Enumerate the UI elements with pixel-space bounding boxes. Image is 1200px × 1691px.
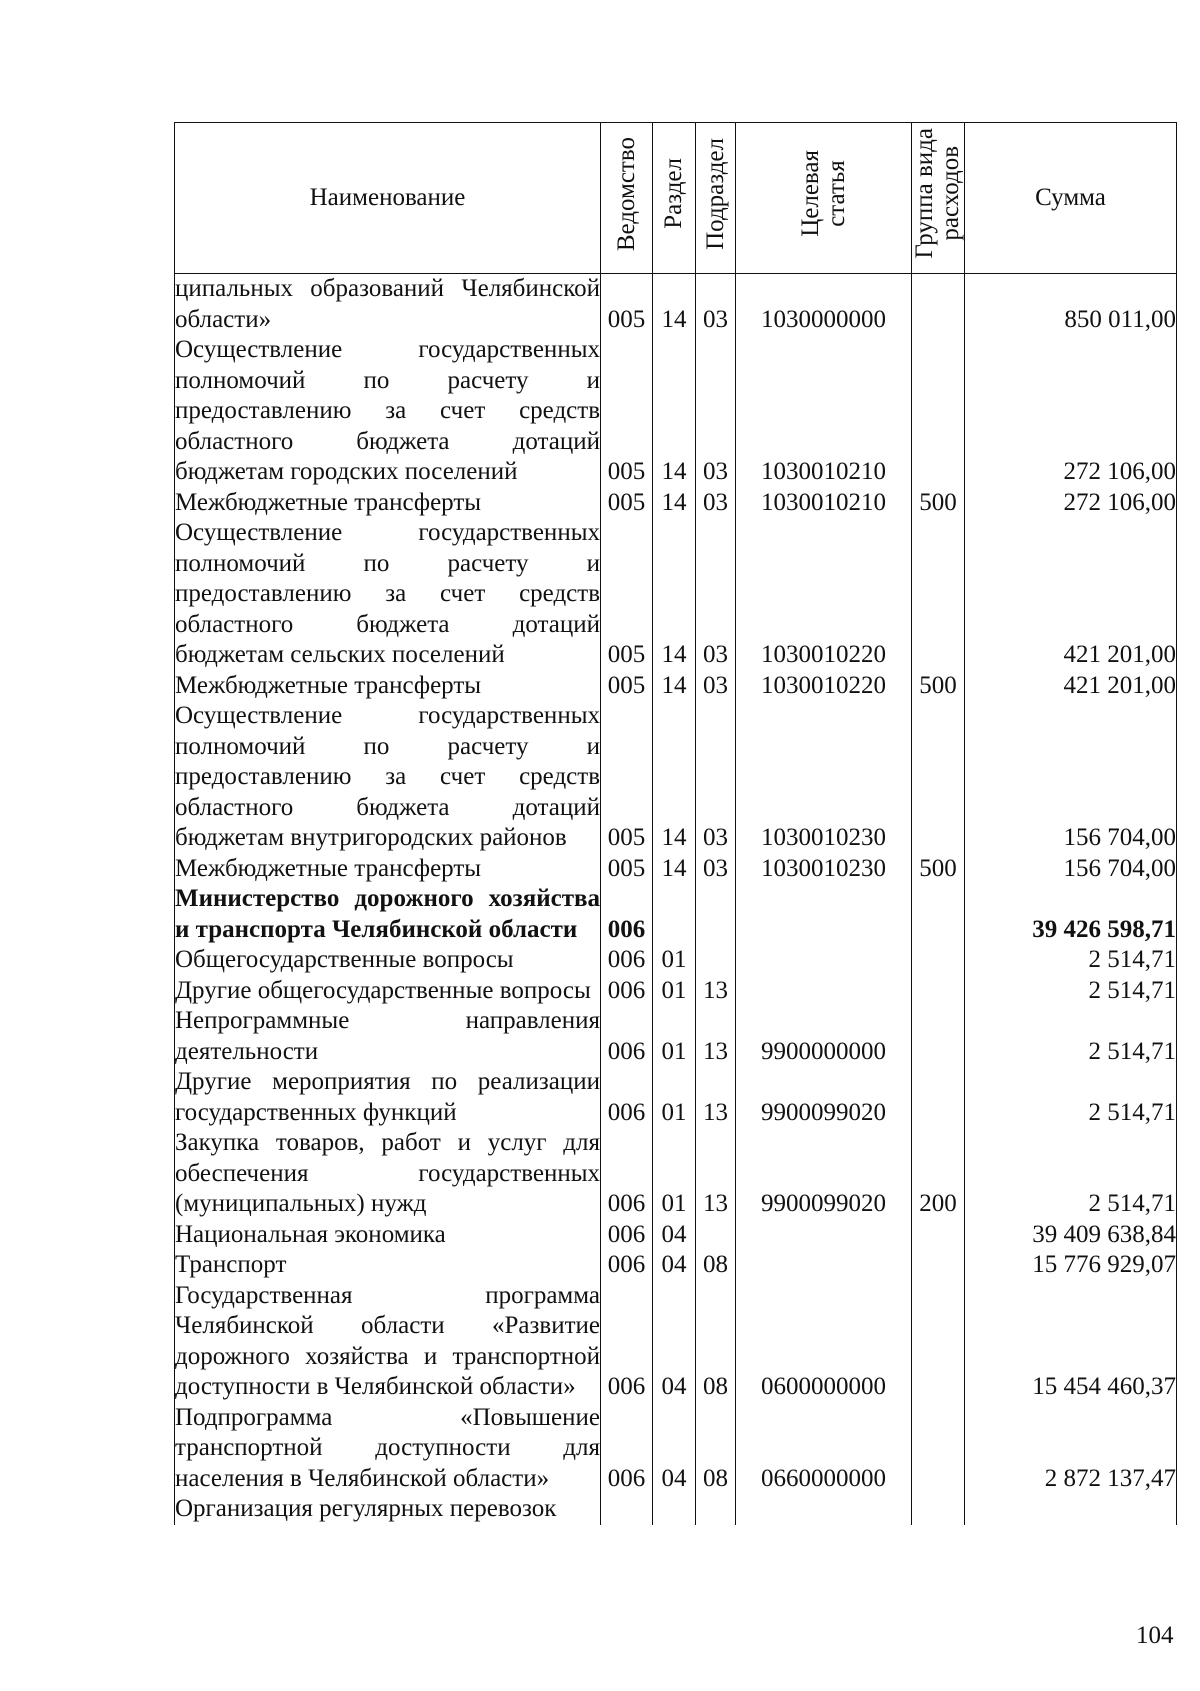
cell-vedomstvo: 005 <box>601 854 653 885</box>
cell-name: Другие мероприятия по реализации государственных функций <box>175 1067 601 1128</box>
cell-razdel: 01 <box>653 1128 696 1220</box>
cell-razdel: 14 <box>653 671 696 702</box>
cell-razdel: 04 <box>653 1250 696 1281</box>
cell-vedomstvo: 006 <box>601 1250 653 1281</box>
cell-group: 200 <box>912 1128 965 1220</box>
cell-vedomstvo: 006 <box>601 1281 653 1403</box>
cell-target: 1030010220 <box>736 518 912 671</box>
cell-name: ципальных образований Челябинской области» <box>175 274 601 336</box>
cell-target <box>736 945 912 976</box>
header-sum: Сумма <box>965 123 1177 274</box>
table-row <box>175 884 1177 945</box>
cell-razdel <box>653 1494 696 1525</box>
cell-sum: 421 201,00 <box>965 671 1177 702</box>
cell-target: 1030010230 <box>736 854 912 885</box>
cell-sum: 15 454 460,37 <box>965 1281 1177 1403</box>
cell-name: Национальная экономика <box>175 1220 601 1251</box>
cell-podrazdel: 13 <box>696 1128 736 1220</box>
cell-vedomstvo: 006 <box>601 1067 653 1128</box>
cell-sum: 2 514,71 <box>965 1128 1177 1220</box>
table-row <box>175 518 1177 671</box>
cell-target <box>736 1494 912 1525</box>
cell-name: Межбюджетные трансферты <box>175 854 601 885</box>
table-row <box>175 1006 1177 1067</box>
cell-vedomstvo: 006 <box>601 1128 653 1220</box>
cell-podrazdel: 03 <box>696 488 736 519</box>
cell-podrazdel: 03 <box>696 335 736 488</box>
table-row <box>175 274 1177 336</box>
cell-podrazdel: 08 <box>696 1403 736 1495</box>
cell-group: 500 <box>912 488 965 519</box>
cell-sum: 156 704,00 <box>965 854 1177 885</box>
cell-sum: 156 704,00 <box>965 701 1177 854</box>
table-row <box>175 1494 1177 1525</box>
cell-sum: 272 106,00 <box>965 488 1177 519</box>
cell-razdel: 14 <box>653 274 696 336</box>
cell-podrazdel <box>696 1494 736 1525</box>
header-target: Целевая статья <box>736 123 912 274</box>
cell-vedomstvo: 005 <box>601 701 653 854</box>
cell-sum: 2 514,71 <box>965 1006 1177 1067</box>
table-body <box>175 274 1177 1525</box>
header-podrazdel: Подраздел <box>696 123 736 274</box>
cell-target: 9900099020 <box>736 1067 912 1128</box>
table-row <box>175 671 1177 702</box>
cell-vedomstvo: 006 <box>601 1403 653 1495</box>
table-row <box>175 701 1177 854</box>
cell-group <box>912 1006 965 1067</box>
cell-target <box>736 1250 912 1281</box>
header-name: Наименование <box>175 123 601 274</box>
cell-razdel <box>653 884 696 945</box>
cell-vedomstvo: 006 <box>601 884 653 945</box>
table-row <box>175 1250 1177 1281</box>
table-row <box>175 1220 1177 1251</box>
cell-group <box>912 1281 965 1403</box>
cell-razdel: 14 <box>653 518 696 671</box>
cell-sum: 2 514,71 <box>965 976 1177 1007</box>
cell-podrazdel: 13 <box>696 976 736 1007</box>
cell-target: 0600000000 <box>736 1281 912 1403</box>
cell-target: 1030010220 <box>736 671 912 702</box>
cell-podrazdel: 08 <box>696 1250 736 1281</box>
page-number: 104 <box>1136 1622 1174 1649</box>
cell-group: 500 <box>912 671 965 702</box>
cell-razdel: 01 <box>653 1067 696 1128</box>
cell-podrazdel <box>696 884 736 945</box>
cell-sum: 2 872 137,47 <box>965 1403 1177 1495</box>
cell-vedomstvo: 005 <box>601 671 653 702</box>
cell-razdel: 04 <box>653 1403 696 1495</box>
cell-name: Государственная программа Челябинской области «Развитие дорожного хозяйства и транспортной доступности в Челябинской области» <box>175 1281 601 1403</box>
table-row <box>175 1403 1177 1495</box>
header-vedomstvo: Ведомство <box>601 123 653 274</box>
header-group: Группа вида расходов <box>912 123 965 274</box>
cell-sum: 39 409 638,84 <box>965 1220 1177 1251</box>
cell-vedomstvo: 006 <box>601 976 653 1007</box>
cell-name: Межбюджетные трансферты <box>175 671 601 702</box>
cell-target <box>736 884 912 945</box>
cell-group <box>912 884 965 945</box>
cell-vedomstvo <box>601 1494 653 1525</box>
cell-razdel: 04 <box>653 1281 696 1403</box>
cell-group <box>912 945 965 976</box>
cell-razdel: 14 <box>653 488 696 519</box>
cell-podrazdel: 03 <box>696 701 736 854</box>
cell-target: 1030010230 <box>736 701 912 854</box>
cell-name: Подпрограмма «Повышение транспортной доступности для населения в Челябинской области» <box>175 1403 601 1495</box>
cell-target <box>736 1220 912 1251</box>
table-row <box>175 854 1177 885</box>
cell-group <box>912 1403 965 1495</box>
cell-name: Другие общегосударственные вопросы <box>175 976 601 1007</box>
cell-group <box>912 1250 965 1281</box>
cell-group <box>912 701 965 854</box>
cell-podrazdel: 03 <box>696 274 736 336</box>
cell-target: 1030000000 <box>736 274 912 336</box>
cell-podrazdel <box>696 945 736 976</box>
cell-name: Транспорт <box>175 1250 601 1281</box>
cell-name: Непрограммные направления деятельности <box>175 1006 601 1067</box>
header-razdel: Раздел <box>653 123 696 274</box>
cell-name: Осуществление государственных полномочий по расчету и предоставлению за счет средств областного бюджета дотаций бюджетам сельских поселений <box>175 518 601 671</box>
cell-name: Закупка товаров, работ и услуг для обеспечения государственных (муниципальных) нужд <box>175 1128 601 1220</box>
table-row <box>175 488 1177 519</box>
table-row <box>175 976 1177 1007</box>
cell-group <box>912 976 965 1007</box>
cell-vedomstvo: 006 <box>601 1220 653 1251</box>
cell-vedomstvo: 006 <box>601 945 653 976</box>
cell-name: Министерство дорожного хозяйства и транспорта Челябинской области <box>175 884 601 945</box>
cell-name: Межбюджетные трансферты <box>175 488 601 519</box>
cell-group <box>912 518 965 671</box>
cell-group <box>912 335 965 488</box>
cell-podrazdel: 03 <box>696 854 736 885</box>
cell-podrazdel: 13 <box>696 1006 736 1067</box>
table-header-row <box>175 123 1177 274</box>
cell-vedomstvo: 005 <box>601 518 653 671</box>
cell-target: 1030010210 <box>736 335 912 488</box>
cell-group <box>912 1494 965 1525</box>
cell-sum: 272 106,00 <box>965 335 1177 488</box>
table-row <box>175 1281 1177 1403</box>
cell-name: Осуществление государственных полномочий по расчету и предоставлению за счет средств областного бюджета дотаций бюджетам городских поселений <box>175 335 601 488</box>
cell-vedomstvo: 005 <box>601 274 653 336</box>
cell-target: 0660000000 <box>736 1403 912 1495</box>
cell-vedomstvo: 005 <box>601 488 653 519</box>
cell-vedomstvo: 006 <box>601 1006 653 1067</box>
cell-target <box>736 976 912 1007</box>
cell-podrazdel: 03 <box>696 671 736 702</box>
cell-razdel: 14 <box>653 335 696 488</box>
budget-table <box>174 122 1177 1525</box>
table-row <box>175 945 1177 976</box>
cell-razdel: 01 <box>653 1006 696 1067</box>
table-row <box>175 1067 1177 1128</box>
cell-group <box>912 274 965 336</box>
cell-podrazdel: 08 <box>696 1281 736 1403</box>
cell-name: Общегосударственные вопросы <box>175 945 601 976</box>
cell-sum: 39 426 598,71 <box>965 884 1177 945</box>
cell-name: Осуществление государственных полномочий по расчету и предоставлению за счет средств областного бюджета дотаций бюджетам внутригородских районов <box>175 701 601 854</box>
cell-razdel: 01 <box>653 976 696 1007</box>
cell-target: 9900099020 <box>736 1128 912 1220</box>
cell-target: 1030010210 <box>736 488 912 519</box>
cell-razdel: 14 <box>653 854 696 885</box>
cell-sum: 850 011,00 <box>965 274 1177 336</box>
cell-group <box>912 1067 965 1128</box>
cell-razdel: 01 <box>653 945 696 976</box>
cell-sum: 2 514,71 <box>965 1067 1177 1128</box>
cell-podrazdel <box>696 1220 736 1251</box>
cell-podrazdel: 03 <box>696 518 736 671</box>
cell-group: 500 <box>912 854 965 885</box>
cell-name: Организация регулярных перевозок <box>175 1494 601 1525</box>
cell-sum: 15 776 929,07 <box>965 1250 1177 1281</box>
cell-podrazdel: 13 <box>696 1067 736 1128</box>
cell-razdel: 04 <box>653 1220 696 1251</box>
cell-sum <box>965 1494 1177 1525</box>
cell-target: 9900000000 <box>736 1006 912 1067</box>
cell-group <box>912 1220 965 1251</box>
cell-vedomstvo: 005 <box>601 335 653 488</box>
cell-razdel: 14 <box>653 701 696 854</box>
cell-sum: 421 201,00 <box>965 518 1177 671</box>
cell-sum: 2 514,71 <box>965 945 1177 976</box>
table-row <box>175 335 1177 488</box>
table-row <box>175 1128 1177 1220</box>
